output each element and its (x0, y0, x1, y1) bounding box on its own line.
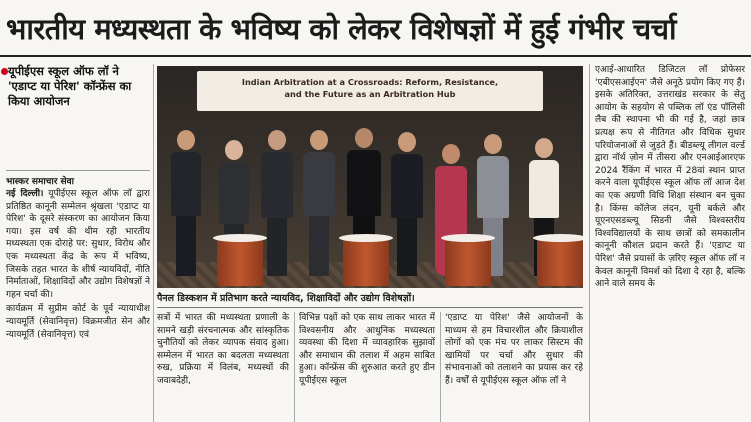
panelist (261, 130, 293, 276)
banner-line2: and the Future as an Arbitration Hub (284, 89, 456, 99)
bullet-icon (1, 68, 8, 75)
round-table (537, 238, 583, 286)
panelist (303, 130, 335, 276)
column-mid3: 'एडाप्ट या पेरिश' जैसे आयोजनों के माध्यम से हम विचारशील और क्रियाशील लोगों को एक मंच पर लाकर सिस्टम की खामियों पर चर्चा और सुधार की संभावनाओं को तलाशने का प्रयास कर रहे हैं। वर्षों से यूपीईएस स्कूल ऑफ लॉ ने (445, 313, 583, 386)
column-right: एआई-आधारित डिजिटल लॉ प्रोफेसर 'एबीएसआईएन' जैसे अनूठे प्रयोग किए गए हैं। इसके अतिरिक्त, उत्तराखंड सरकार के सेतु आयोग के सहयोग से पब्लिक लॉ एंड पॉलिसी लैब की स्थापना भी की गई है, जहां छात्र प्रत्यक्ष रूप से नीतिगत और विधिक सुधार परियोजनाओं से जुड़ते हैं। बीडब्ल्यू लीगल वर्ल्ड द्वारा नॉर्थ ज़ोन में तीसरा और एनआईआरएफ 2024 रैंकिंग में भारत में 28वां स्थान प्राप्त करने वाला यूपीईएस स्कूल ऑफ लॉ आज देश का एक अग्रणी विधि शिक्षा संस्थान बन चुका है। किंग्स कॉलेज लंदन, यूनी बर्कले और यूएनएसडब्ल्यू सिडनी जैसे विश्वस्तरीय विश्वविद्यालयों के साथ छात्रों को समकालीन कानूनी कौशल प्रदान करते हैं। 'एडाप्ट या पेरिश' जैसे प्रयासों के ज़रिए स्कूल ऑफ लॉ न केवल कानूनी विमर्श को दिशा दे रहा है, बल्कि आने वाले समय के (595, 65, 745, 290)
column-divider (589, 64, 590, 422)
panel-photo (157, 66, 583, 288)
dateline: नई दिल्ली। (6, 189, 44, 199)
byline: भास्कर समाचार सेवा (6, 170, 150, 187)
column-divider (153, 64, 154, 422)
panelist (391, 132, 423, 276)
column-divider (294, 312, 295, 422)
column-left-p2: कार्यक्रम में सुप्रीम कोर्ट के पूर्व न्यायाधीश न्यायमूर्ति (सेवानिवृत्त) विक्रमजीत सेन और न्यायमूर्ति (सेवानिवृत्त) एवं (6, 304, 150, 340)
column-left-p1 (6, 188, 150, 301)
column-left (6, 188, 150, 422)
column-left-p1-text: यूपीईएस स्कूल ऑफ लॉ द्वारा प्रतिष्ठित कानूनी सम्मेलन श्रृंखला 'एडाप्ट या पेरिश' के दूसरे संस्करण का आयोजन किया गया। इस वर्ष की थीम रही भारतीय मध्यस्थता एक दोराहे पर: सुधार, विरोध और एक मध्यस्थता केंद्र के रूप में भविष्य, जिसके तहत भारत के शीर्ष न्यायविदों, नीति निर्माताओं, शिक्षाविदों और उद्योग विशेषज्ञों ने गहन चर्चा की। (6, 189, 150, 300)
column-divider (440, 312, 441, 422)
banner-line1: Indian Arbitration at a Crossroads: Reform, Resistance, (241, 77, 499, 87)
column-mid2: विभिन्न पक्षों को एक साथ लाकर भारत में विश्वसनीय और आधुनिक मध्यस्थता व्यवस्था की दिशा में व्यावहारिक सुझावों और समाधान की तलाश में अहम साबित हुआ। कॉन्फ्रेंस की शुरुआत करते हुए डीन यूपीईएस स्कूल (299, 313, 435, 386)
subheadline: यूपीईएस स्कूल ऑफ लॉ ने 'एडाप्ट या पेरिश' कॉन्फ्रेंस का किया आयोजन (8, 64, 132, 108)
round-table (445, 238, 491, 286)
headline-rule (0, 55, 751, 57)
round-table (343, 238, 389, 286)
headline: भारतीय मध्यस्थता के भविष्य को लेकर विशेषज्ञों में हुई गंभीर चर्चा (6, 12, 677, 46)
round-table (217, 238, 263, 286)
conference-banner (197, 71, 543, 111)
column-mid1: सत्रों में भारत की मध्यस्थता प्रणाली के सामने खड़ी संरचनात्मक और सांस्कृतिक चुनौतियों को लेकर व्यापक संवाद हुआ। सम्मेलन में भारत का बदलता मध्यस्थता रुख, प्रक्रिया में विलंब, मध्यस्थों की जवाबदेही, (157, 313, 289, 386)
panelist (171, 130, 201, 276)
photo-caption: पैनल डिस्कशन में प्रतिभाग करते न्यायविद, शिक्षाविदों और उद्योग विशेषज्ञों। (157, 292, 583, 308)
